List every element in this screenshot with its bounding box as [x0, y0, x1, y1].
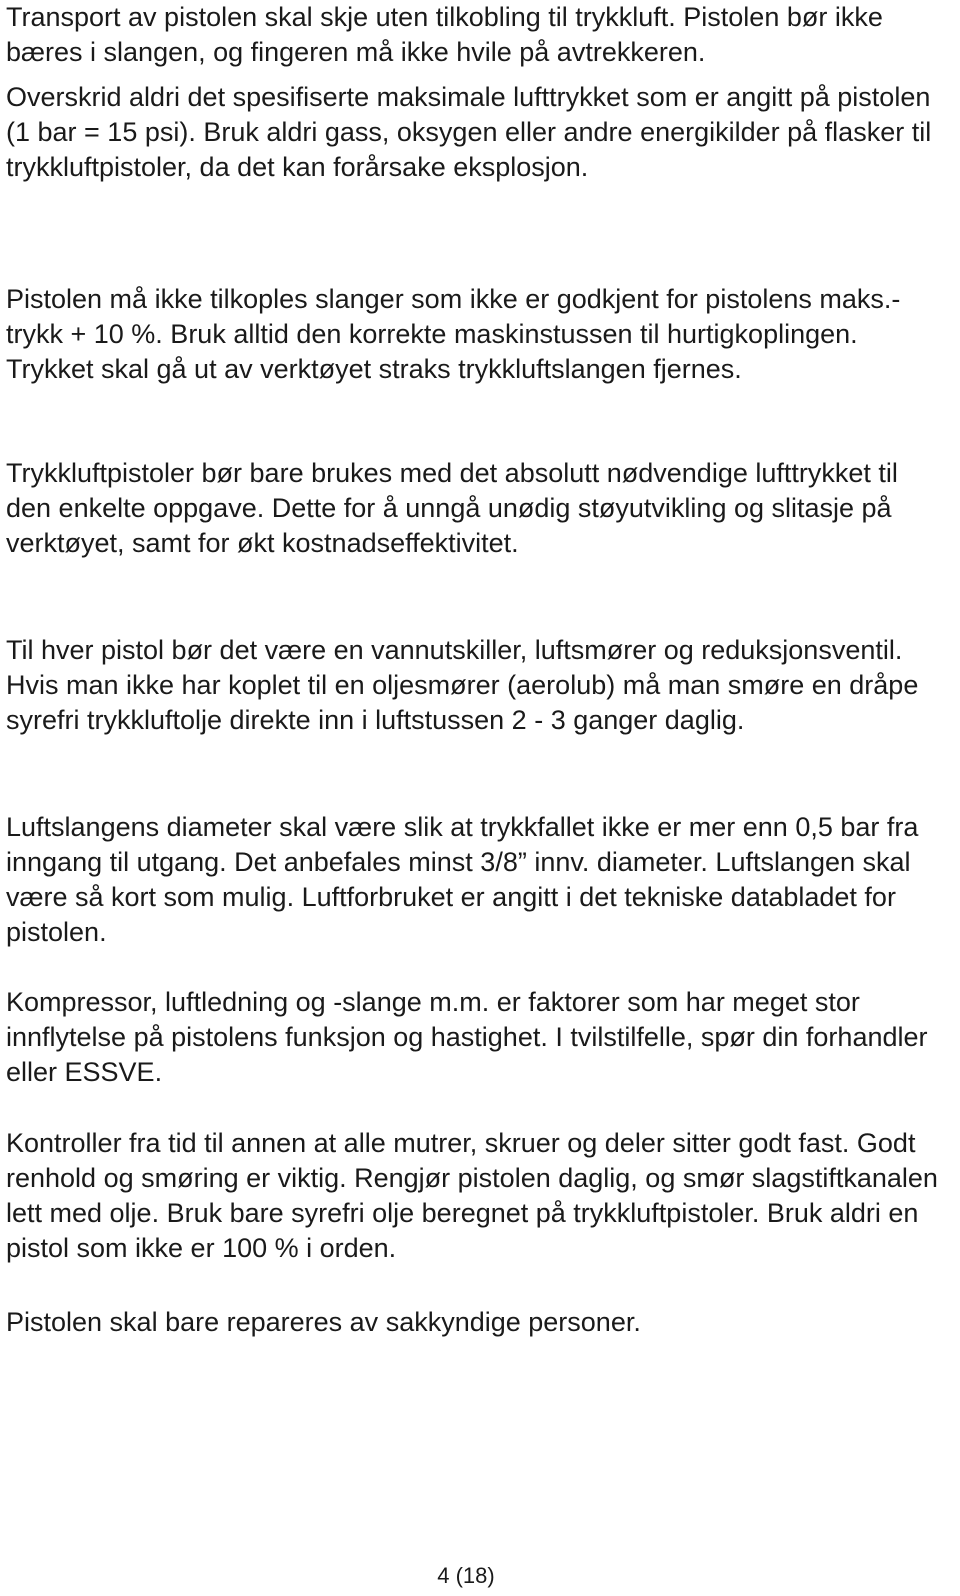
paragraph-repairs: Pistolen skal bare repareres av sakkyndige personer.	[6, 1307, 641, 1337]
paragraph-water-separator: Til hver pistol bør det være en vannutskiller, luftsmører og reduksjonsventil. Hvis man ikke har koplet til en oljesmører (aerolub) må man smøre en dråpe syrefri trykkluftolje direkte inn i luftstussen 2 - 3 ganger daglig.	[6, 635, 919, 735]
page-number: 4 (18)	[437, 1563, 495, 1588]
paragraph-hose-diameter: Luftslangens diameter skal være slik at trykkfallet ikke er mer enn 0,5 bar fra inngang til utgang. Det anbefales minst 3/8” innv. diameter. Luftslangen skal være så kort som mulig. Luftforbruket er angitt i det tekniske databladet for pistolen.	[6, 812, 919, 947]
paragraph-minimal-pressure: Trykkluftpistoler bør bare brukes med det absolutt nødvendige lufttrykket til den enkelte oppgave. Dette for å unngå unødig støyutvikling og slitasje på verktøyet, samt for økt kostnadseffektivitet.	[6, 458, 898, 558]
page-footer	[0, 1563, 960, 1589]
paragraph-transport: Transport av pistolen skal skje uten tilkobling til trykkluft. Pistolen bør ikke bæres i slangen, og fingeren må ikke hvile på avtrekkeren.	[6, 2, 883, 67]
paragraph-maintenance: Kontroller fra tid til annen at alle mutrer, skruer og deler sitter godt fast. Godt renhold og smøring er viktig. Rengjør pistolen daglig, og smør slagstiftkanalen lett med olje. Bruk bare syrefri olje beregnet på trykkluftpistoler. Bruk aldri en pistol som ikke er 100 % i orden.	[6, 1128, 938, 1263]
paragraph-max-pressure: Overskrid aldri det spesifiserte maksimale lufttrykket som er angitt på pistolen (1 bar = 15 psi). Bruk aldri gass, oksygen eller andre energikilder på flasker til trykkluftpistoler, da det kan forårsake eksplosjon.	[6, 82, 932, 182]
paragraph-hose-approval: Pistolen må ikke tilkoples slanger som ikke er godkjent for pistolens maks.-trykk + 10 %. Bruk alltid den korrekte maskinstussen til hurtigkoplingen. Trykket skal gå ut av verktøyet straks trykkluftslangen fjernes.	[6, 284, 901, 384]
paragraph-compressor: Kompressor, luftledning og -slange m.m. er faktorer som har meget stor innflytelse på pistolens funksjon og hastighet. I tvilstilfelle, spør din forhandler eller ESSVE.	[6, 987, 928, 1087]
